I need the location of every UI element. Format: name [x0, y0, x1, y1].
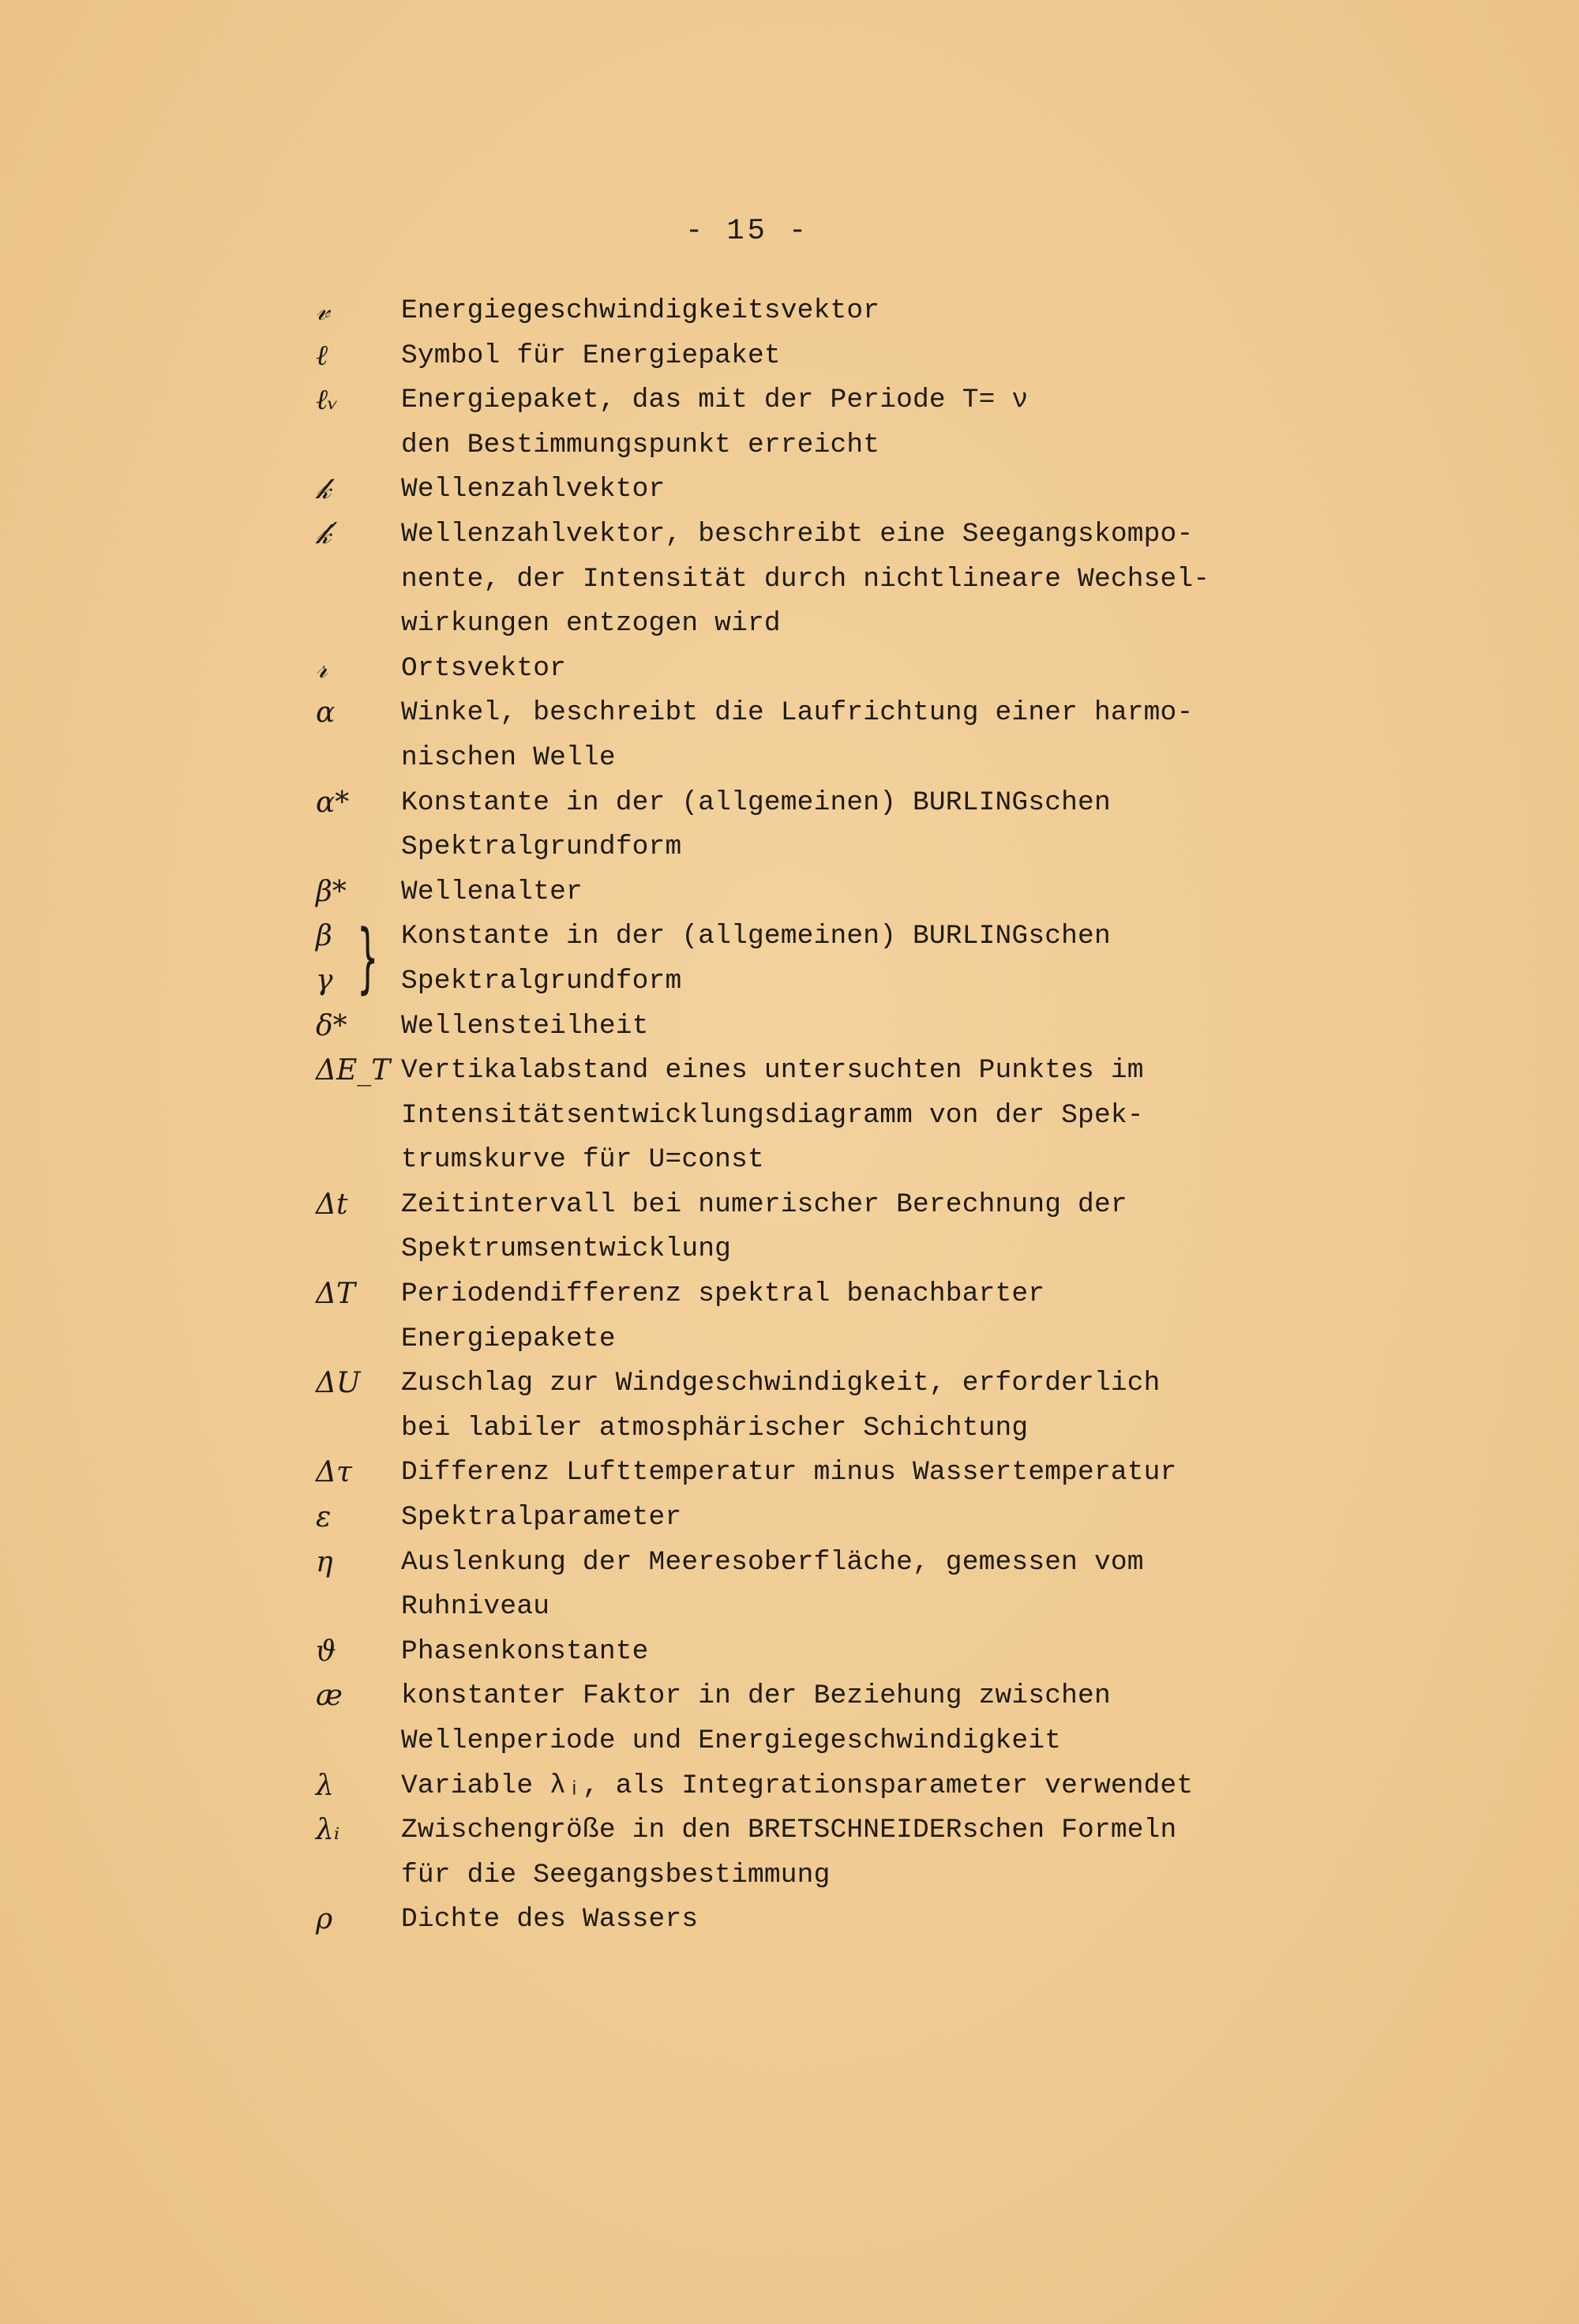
definition-line: Energiegeschwindigkeitsvektor: [401, 295, 880, 326]
symbol-entry: [316, 1004, 1326, 1049]
definition-line: Winkel, beschreibt die Laufrichtung einer harmo-: [401, 697, 1194, 729]
definition-line: Wellenzahlvektor: [401, 474, 666, 505]
definition-line: den Bestimmungspunkt erreicht: [401, 429, 880, 460]
definition-line: wirkungen entzogen wird: [401, 608, 781, 640]
symbol-entry: [316, 1183, 1326, 1272]
symbol-entry: [316, 647, 1326, 692]
symbol: ΔU: [316, 1367, 361, 1400]
definition: [401, 334, 1326, 379]
braced-symbol-entry: [316, 914, 1326, 1004]
definition-line: Energiepakete: [401, 1323, 616, 1354]
definition-line: nente, der Intensität durch nichtlineare Wechsel-: [401, 563, 1210, 595]
definition-line: Konstante in der (allgemeinen) BURLINGschen: [401, 787, 1111, 818]
definition: [401, 1049, 1326, 1183]
definition-line: Wellenzahlvektor, beschreibt eine Seegangskompo-: [401, 518, 1194, 550]
symbol-entry: [316, 691, 1326, 780]
definition: [401, 1808, 1326, 1898]
definition: [401, 289, 1326, 334]
symbol-entry: [316, 1049, 1326, 1183]
symbol-entry: [316, 1541, 1326, 1630]
symbol: ℓᵥ: [316, 384, 339, 417]
symbol: ε: [316, 1501, 332, 1534]
symbol-entry: [316, 1361, 1326, 1451]
definition: [401, 1004, 1326, 1049]
definition-line: trumskurve für U=const: [401, 1144, 764, 1176]
definition: [401, 1496, 1326, 1541]
definition: [401, 1674, 1326, 1763]
symbol: ϑ: [316, 1635, 336, 1668]
symbol-entry: [316, 334, 1326, 379]
symbol-entry: [316, 1764, 1326, 1809]
definition-line: Intensitätsentwicklungsdiagramm von der Spek-: [401, 1099, 1144, 1131]
definition: [401, 870, 1326, 915]
definition-line: Symbol für Energiepaket: [401, 340, 781, 371]
definition-line: Zuschlag zur Windgeschwindigkeit, erforderlich: [401, 1368, 1161, 1399]
definition-line: für die Seegangsbestimmung: [401, 1859, 831, 1890]
definition: [401, 914, 1326, 1004]
symbol: ℓ: [316, 339, 328, 372]
symbol: γ: [316, 964, 333, 997]
symbol: Δt: [316, 1188, 348, 1221]
symbol-list-part-2: [316, 1004, 1326, 1943]
symbol: η: [316, 1545, 333, 1579]
definition: [401, 1630, 1326, 1675]
definition-line: Zwischengröße in den BRETSCHNEIDERschen Formeln: [401, 1815, 1177, 1846]
definition: [401, 1361, 1326, 1451]
symbol: ΔT: [316, 1278, 356, 1311]
braced-symbols: [316, 914, 357, 1004]
definition-line: Spektralgrundform: [401, 832, 682, 863]
symbol-entry: [316, 512, 1326, 647]
definition: [401, 378, 1326, 467]
definition: [401, 1183, 1326, 1272]
definition-line: Ortsvektor: [401, 652, 567, 684]
definition-line: Konstante in der (allgemeinen) BURLINGschen: [401, 921, 1111, 952]
definition: [401, 512, 1326, 647]
definition-line: Auslenkung der Meeresoberfläche, gemessen vom: [401, 1546, 1144, 1578]
page-number: - 15 -: [685, 215, 810, 248]
symbol: β: [316, 920, 332, 953]
symbol: β*: [316, 875, 347, 908]
definition-line: Differenz Lufttemperatur minus Wassertemperatur: [401, 1457, 1177, 1489]
definition-line: Zeitintervall bei numerischer Berechnung der: [401, 1188, 1127, 1220]
definition: [401, 691, 1326, 780]
symbol: 𝓀′: [316, 517, 338, 550]
definition-line: bei labiler atmosphärischer Schichtung: [401, 1412, 1029, 1444]
symbol: 𝓋: [316, 295, 330, 327]
symbol: δ*: [316, 1009, 347, 1042]
symbol: λᵢ: [316, 1814, 340, 1847]
definition-line: Variable λᵢ, als Integrationsparameter verwendet: [401, 1770, 1194, 1801]
symbol-entry: [316, 1898, 1326, 1943]
symbol-entry: [316, 1630, 1326, 1675]
definition-line: Periodendifferenz spektral benachbarter: [401, 1278, 1045, 1310]
symbol-entry: [316, 1674, 1326, 1763]
definition: [401, 647, 1326, 692]
symbol-entry: [316, 1808, 1326, 1898]
definition: [401, 1272, 1326, 1361]
symbol-list: [316, 289, 1326, 1943]
symbol-entry: [316, 781, 1326, 870]
definition-line: Wellensteilheit: [401, 1010, 649, 1042]
symbol-entry: [316, 378, 1326, 467]
definition-line: konstanter Faktor in der Beziehung zwischen: [401, 1680, 1111, 1712]
symbol: λ: [316, 1769, 334, 1802]
definition: [401, 781, 1326, 870]
symbol-entry: [316, 870, 1326, 915]
definition-line: Dichte des Wassers: [401, 1904, 699, 1935]
symbol-entry: [316, 1496, 1326, 1541]
definition-line: Energiepaket, das mit der Periode T= ν: [401, 385, 1029, 416]
definition: [401, 1541, 1326, 1630]
symbol: Δτ: [316, 1456, 352, 1489]
symbol: ΔE_T: [316, 1054, 391, 1087]
definition-line: Wellenalter: [401, 876, 583, 907]
definition-line: Spektralgrundform: [401, 965, 682, 997]
symbol-list-part-1: [316, 289, 1326, 914]
symbol-entry: [316, 467, 1326, 512]
curly-brace: }: [357, 914, 379, 1003]
definition-line: Spektrumsentwicklung: [401, 1233, 732, 1265]
definition-line: Ruhniveau: [401, 1591, 550, 1623]
symbol-entry: [316, 289, 1326, 334]
definition-line: Spektralparameter: [401, 1502, 682, 1534]
definition-line: Phasenkonstante: [401, 1635, 649, 1667]
symbol: 𝓇: [316, 651, 328, 685]
symbol: 𝓀: [316, 473, 332, 506]
symbol: ρ: [316, 1903, 333, 1936]
symbol: æ: [316, 1680, 343, 1713]
definition: [401, 467, 1326, 512]
definition-line: Wellenperiode und Energiegeschwindigkeit: [401, 1725, 1062, 1756]
definition: [401, 1451, 1326, 1496]
symbol-entry: [316, 1272, 1326, 1361]
symbol-entry: [316, 1451, 1326, 1496]
definition-line: Vertikalabstand eines untersuchten Punktes im: [401, 1055, 1144, 1087]
definition: [401, 1898, 1326, 1943]
symbol: α: [316, 696, 336, 730]
definition-line: nischen Welle: [401, 742, 616, 773]
definition: [401, 1764, 1326, 1809]
symbol: α*: [316, 786, 350, 819]
